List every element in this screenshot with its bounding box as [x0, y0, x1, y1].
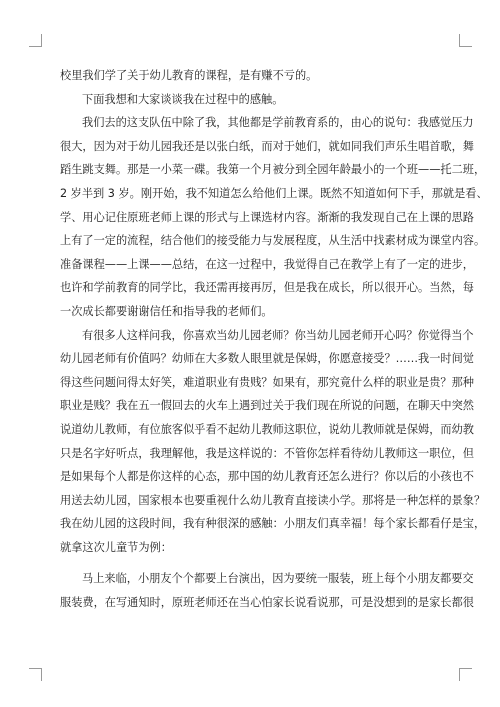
text-line: 职业是贱？我在五一假回去的火车上遇到过关于我们现在所说的问题，在聊天中突然: [60, 399, 474, 413]
text-line: 也许和学前教育的同学比，我还需再接再厉，但是我在成长，所以很开心。当然，每: [60, 281, 474, 295]
text-line: 一次成长都要谢谢信任和指导我的老师们。: [60, 304, 273, 318]
text-line: 很大，因为对于幼儿园我还是以张白纸，而对于她们，就如同我们声乐生唱首歌，舞: [60, 139, 474, 153]
text-line: 服装费，在写通知时，原班老师还在当心怕家长说看说那，可是没想到的是家长都很: [60, 596, 474, 610]
paragraph-gap: [60, 559, 443, 567]
text-line: 下面我想和大家谈谈我在过程中的感触。: [82, 92, 284, 106]
text-line: 是如果每个人都是你这样的心态，那中国的幼儿教育还怎么进行？你以后的小孩也不: [60, 470, 474, 484]
text-line: 准备课程——上课——总结，在这一过程中，我觉得自己在教学上有了一定的进步，: [60, 257, 474, 271]
text-line: 只是名字好听点，我理解他，我是这样说的：不管你怎样看待幼儿教师这一职位，但: [60, 446, 474, 460]
crop-mark-top-left: [29, 34, 42, 47]
text-line: 我们去的这支队伍中除了我，其他都是学前教育系的，由心的说句：我感觉压力: [82, 116, 474, 130]
text-line: 2 岁半到 3 岁。刚开始，我不知道怎么给他们上课。既然不知道如何下手，那就是看、: [60, 186, 488, 200]
text-line: 有很多人这样问我，你喜欢当幼儿园老师？你当幼儿园老师开心吗？你觉得当个: [82, 328, 474, 342]
crop-mark-bottom-left: [29, 668, 42, 681]
text-line: 我在幼儿园的这段时间，我有种很深的感触：小朋友们真幸福！每个家长都看仔是宝，: [60, 517, 486, 531]
text-line: 马上来临，小朋友个个都要上台演出，因为要统一服装，班上每个小朋友都要交: [82, 572, 474, 586]
crop-mark-bottom-right: [459, 668, 472, 681]
text-line: 说道幼儿教师，有位旅客似乎看不起幼儿教师这职位，说幼儿教师就是保姆，而幼教: [60, 422, 474, 436]
document-body: [60, 64, 488, 615]
text-line: 得这些问题问得太好笑，难道职业有贵贱？如果有，那究竟什么样的职业是贵？那种: [60, 375, 474, 389]
crop-mark-top-right: [459, 34, 472, 47]
text-line: 蹈生跳支舞。那是一小菜一碟。我第一个月被分到全园年龄最小的一个班——托二班，: [60, 163, 486, 177]
text-line: 校里我们学了关于幼儿教育的课程，是有赚不亏的。: [60, 69, 318, 82]
text-line: 就拿这次儿童节为例：: [60, 540, 172, 554]
text-line: 幼儿园老师有价值吗？幼师在大多数人眼里就是保姆，你愿意接受？……我一时间觉: [60, 352, 474, 366]
text-line: 用送去幼儿园，国家根本也要重视什么幼儿教育直接读小学。那将是一种怎样的景象？: [60, 493, 486, 507]
text-line: 上有了一定的流程，结合他们的接受能力与发展程度，从生活中找素材成为课堂内容。: [60, 234, 486, 248]
text-line: 学、用心记住原班老师上课的形式与上课选材内容。渐渐的我发现自己在上课的思路: [60, 210, 474, 224]
